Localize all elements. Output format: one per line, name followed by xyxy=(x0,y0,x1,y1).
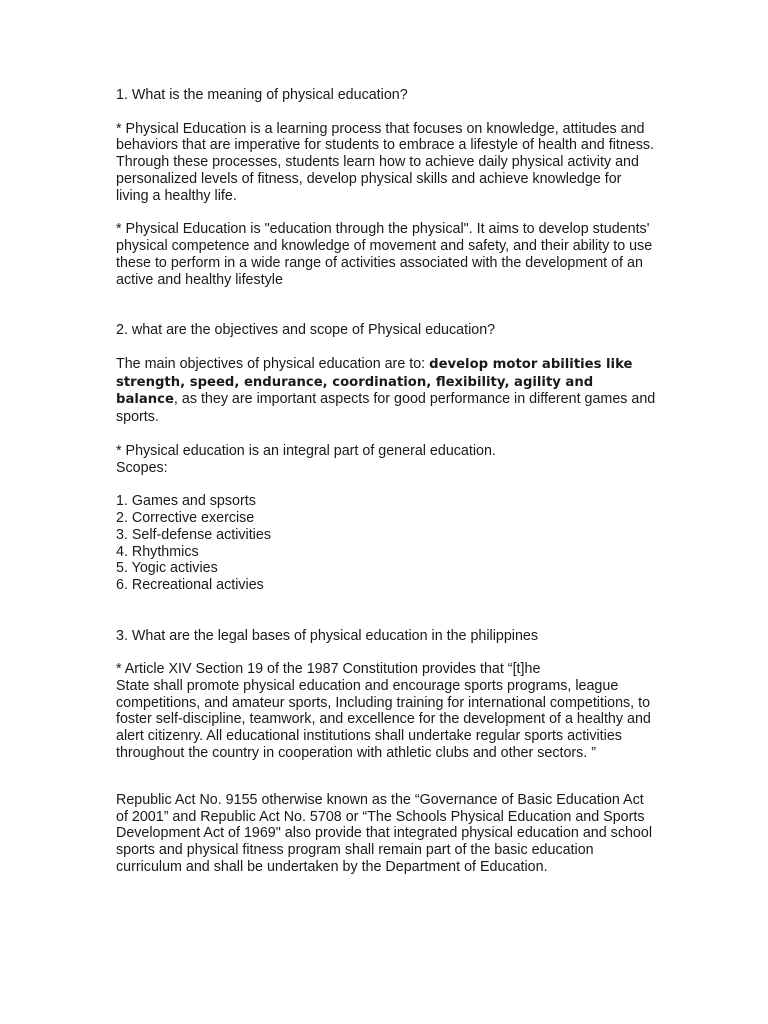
article-rest: State shall promote physical education and encourage sports programs, league competitions, and amateur sports, Including training for international competitions, to foster self-discipline, teamwork, and excellence for the development of a healthy and alert citizenry. All educational institutions shall undertake regular sports activities throughout the country in cooperation with athletic clubs and other sectors. ” xyxy=(116,677,651,762)
question-3: 3. What are the legal bases of physical education in the philippines xyxy=(116,627,539,644)
scope-item: 5. Yogic activies xyxy=(116,560,218,577)
republic-act-paragraph: Republic Act No. 9155 otherwise known as the “Governance of Basic Education Act of 2001” and Republic Act No. 5708 or “The Schools Physical Education and Sports Development Act of 1969" also provide that integrated physical education and school sports and physical fitness program shall remain part of the basic education curriculum and shall be undertaken by the Department of Education. xyxy=(116,791,652,876)
scope-item: 6. Recreational activies xyxy=(116,577,264,594)
document-body xyxy=(116,87,656,876)
question-2: 2. what are the objectives and scope of Physical education? xyxy=(116,322,496,339)
scopes-label: Scopes: xyxy=(116,459,168,476)
article-line-1: * Article XIV Section 19 of the 1987 Constitution provides that “[t]he xyxy=(116,661,541,678)
scope-item: 3. Self-defense activities xyxy=(116,526,271,543)
question-1: 1. What is the meaning of physical education? xyxy=(116,87,408,103)
objectives-intro: The main objectives of physical education are to: xyxy=(116,355,430,372)
objectives-rest: , as they are important aspects for good performance in different games and sports. xyxy=(116,391,656,426)
integral-statement: * Physical education is an integral part of general education. xyxy=(116,442,496,459)
scopes-list xyxy=(116,493,656,594)
scope-item: 2. Corrective exercise xyxy=(116,509,255,526)
answer-1-paragraph-1: * Physical Education is a learning process that focuses on knowledge, attitudes and behaviors that are imperative for students to embrace a lifestyle of health and fitness. Through these processes, students learn how to achieve daily physical activity and personalized levels of fitness, develop physical skills and achieve knowledge for living a healthy life. xyxy=(116,120,655,204)
article-paragraph xyxy=(116,661,656,762)
scope-item: 4. Rhythmics xyxy=(116,543,199,560)
objectives-bold: develop motor abilities like strength, speed, endurance, coordination, flexibility, agility and balance xyxy=(116,356,633,408)
answer-1-paragraph-2: * Physical Education is "education through the physical". It aims to develop students' physical competence and knowledge of movement and safety, and their ability to use these to perform in a wide range of activities associated with the development of an active and healthy lifestyle xyxy=(116,221,653,288)
objectives-paragraph xyxy=(116,356,656,426)
scope-item: 1. Games and spsorts xyxy=(116,493,256,510)
